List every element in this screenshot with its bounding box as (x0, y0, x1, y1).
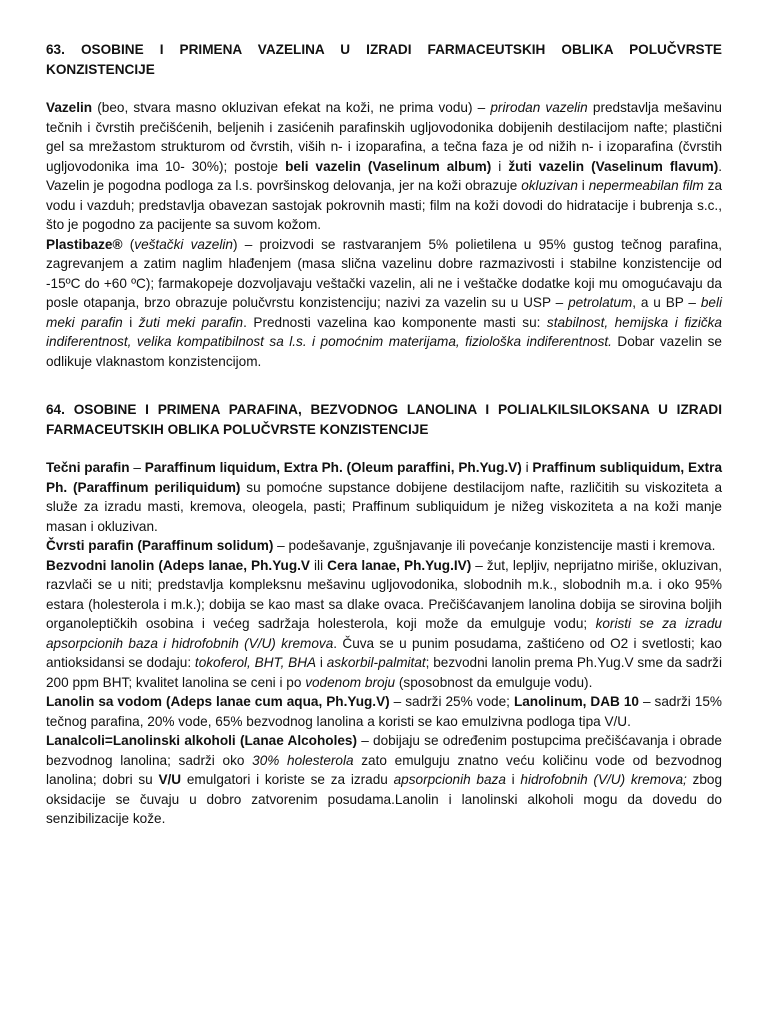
paragraph-lanolin-sa-vodom (46, 692, 722, 731)
text-run: – dobijaju se određenim postupcima prečišćavanja i obrade bezvodnog lanolina; sadrži oko (46, 733, 722, 768)
italic-term: tokoferol, BHT, BHA (194, 655, 317, 670)
bold-term: Lanolinum, DAB 10 (513, 694, 639, 709)
text-run: su pomoćne supstance dobijene destilacijom nafte, različitih su viskoziteta a služe za izradu masti, kremova, oleogela, pasti; Praffinum subliquidum je nižeg viskoziteta a na koži manje masan i okluzivan. (46, 479, 722, 534)
text-run: (beo, stvara masno okluzivan efekat na koži, ne prima vodu) – (92, 100, 491, 115)
text-run: Dobar vazelin se odlikuje vlaknastom konzistencijom. (46, 334, 722, 369)
paragraph-vazelin (46, 98, 722, 235)
italic-term: askorbil-palmitat (326, 655, 426, 670)
text-run: zato emulguju znatno veću količinu vode od bezvodnog lanolina; dobri su (46, 752, 722, 787)
paragraph-plastibaze (46, 235, 722, 372)
section-63-title: 63. OSOBINE I PRIMENA VAZELINA U IZRADI FARMACEUTSKIH OBLIKA POLUČVRSTE KONZISTENCIJE (46, 42, 722, 77)
text-run: za vodu i vazduh; predstavlja obavezan sastojak pokrovnih masti; film na koži dovodi do hidratacije i bubrenja s.c., što je pogodno za pacijente sa suvom kožom. (46, 178, 723, 232)
italic-term: hidrofobnih (V/U) kremova; (520, 772, 687, 787)
italic-term: žuti meki parafin (138, 314, 244, 330)
section-64-title: 64. OSOBINE I PRIMENA PARAFINA, BEZVODNOG LANOLINA I POLIALKILSILOKSANA U IZRADI FARMACEUTSKIH OBLIKA POLUČVRSTE KONZISTENCIJE (46, 402, 722, 437)
bold-term: Čvrsti parafin (Paraffinum solidum) (46, 538, 274, 553)
text-run: . Čuva se u punim posudama, zaštićeno od O2 i svetlosti; kao antioksidansi se dodaju: (46, 635, 722, 670)
paragraph-tecni-parafin (46, 458, 722, 536)
text-run: – (129, 460, 145, 475)
bold-term: beli vazelin (Vaselinum album) (285, 158, 492, 174)
text-run: . Prednosti vazelina kao komponente masti su: (243, 314, 547, 330)
text-run: ) – proizvodi se rastvaranjem 5% polietilena u 95% gustog tečnog parafina, zagrevanjem a zatim naglim hlađenjem (masa slična vazelinu dobre razmazivosti i stabilne konzistencije od -15ºC do +60 ºC); farmakopeje dozvoljavaju veštački vazelin, ali ne i veštačke dodatke koji mu omogućavaju da posle otapanja, brzo obrazuje polučvrstu konzistenciju; nazivi za vazelin su u USP – (46, 236, 723, 310)
text-run: ; bezvodni lanolin prema Ph.Yug.V sme da sadrži 200 ppm BHT; kvalitet lanolina se ceni i po (46, 655, 722, 690)
text-run: – sadrži 15% tečnog parafina, 20% vode, 65% bezvodnog lanolina a koristi se kao emulzivna podloga tipa V/U. (46, 694, 723, 729)
text-run: i (505, 772, 521, 787)
bold-term: Plastibaze® (46, 236, 123, 252)
section-64 (46, 400, 722, 829)
text-run: – sadrži 25% vode; (389, 694, 514, 709)
bold-term: Vazelin (46, 100, 93, 115)
text-run: emulgatori i koriste se za izradu (181, 772, 394, 787)
text-run: i (577, 178, 589, 193)
text-run: i (316, 655, 327, 670)
italic-term: vodenom broju (305, 674, 396, 690)
bold-term: V/U (158, 772, 182, 787)
italic-term: petrolatum (568, 295, 633, 310)
paragraph-bezvodni-lanolin (46, 556, 722, 693)
bold-term: Lanalcoli=Lanolinski alkoholi (Lanae Alcoholes) (46, 733, 357, 748)
text-run: predstavlja mešavinu tečnih i čvrstih prečišćenih, beljenih i zasićenih parafinskih ugljovodonika dobijenih destilacijom nafte; plastični gel sa mrežastom strukturom od čvrstih, viših n- i izoparafina, a tečna faza je od nižih n- i izoparafina (čvrstih ugljovodonika ima 10- 30%); postoje (46, 100, 722, 174)
bold-term: Tečni parafin (46, 460, 130, 475)
paragraph-cvrsti-parafin (46, 536, 722, 556)
bold-term: Lanolin sa vodom (Adeps lanae cum aqua, Ph.Yug.V) (46, 694, 390, 709)
italic-term: koristi se za izradu apsorpcionih baza i hidrofobnih (V/U) kremova (46, 616, 722, 651)
italic-term: veštački vazelin (134, 236, 233, 252)
italic-term: prirodan vazelin (490, 100, 588, 115)
text-run: i (122, 314, 139, 330)
text-run: , a u BP – (632, 295, 701, 310)
paragraph-lanolinski-alkoholi (46, 731, 722, 829)
italic-term: 30% holesterola (252, 752, 354, 768)
text-run: ili (309, 557, 328, 573)
italic-term: apsorpcionih baza (393, 772, 506, 787)
italic-term: nepermeabilan film (588, 178, 704, 193)
italic-term: okluzivan (521, 178, 578, 193)
bold-term: Paraffinum liquidum, Extra Ph. (Oleum paraffini, Ph.Yug.V) (144, 460, 522, 475)
bold-term: Cera lanae, Ph.Yug.IV) (327, 557, 472, 573)
text-run: i (491, 158, 509, 174)
text-run: (sposobnost da emulguje vodu). (395, 674, 593, 690)
text-run: ( (122, 236, 135, 252)
text-run: zbog oksidacije se čuvaju u dobro zatvorenim posudama.Lanolin i lanolinski alkoholi mogu da dovedu do senzibilizacije kože. (46, 772, 723, 826)
text-run: – podešavanje, zgušnjavanje ili povećanje konzistencije masti i kremova. (273, 538, 716, 553)
text-run: – žut, lepljiv, neprijatno miriše, okluzivan, razvlači se u niti; predstavlja kompleksnu mešavinu ugljovodonika, slobodnih m.k., slobodnih m.a. i oko 95% estara (holesterola i m.k.); dobija se kao mast sa dlake ovaca. Prečišćavanjem lanolina dobija se sirovina boljih organoleptičkih osobina i većeg sadržaja holesterola, koji može da emulguje vodu; (46, 557, 722, 631)
text-run: i (521, 460, 533, 475)
italic-term: beli meki parafin (46, 295, 722, 330)
italic-term: stabilnost, hemijska i fizička indiferentnost, velika kompatibilnost sa l.s. i pomoćnim materijama, fiziološka indiferentnost. (46, 314, 722, 349)
section-63 (46, 40, 722, 371)
bold-term: žuti vazelin (Vaselinum flavum) (508, 158, 719, 174)
bold-term: Praffinum subliquidum, Extra Ph. (Paraffinum periliquidum) (46, 460, 723, 495)
document-page (46, 40, 722, 829)
bold-term: Bezvodni lanolin (Adeps lanae, Ph.Yug.V (46, 557, 310, 573)
text-run: . Vazelin je pogodna podloga za l.s. površinskog delovanja, jer na koži obrazuje (46, 158, 723, 193)
